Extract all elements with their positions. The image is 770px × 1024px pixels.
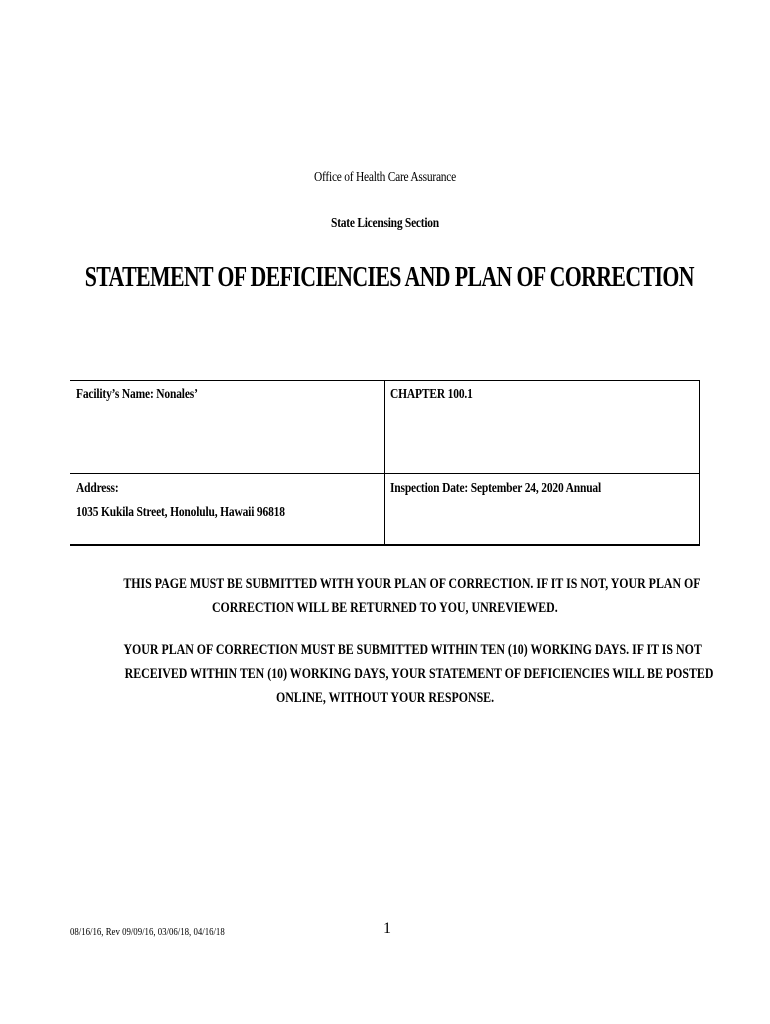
facility-name: Facility’s Name: Nonales’ <box>76 387 198 402</box>
notice-line: ONLINE, WITHOUT YOUR RESPONSE. <box>275 690 495 706</box>
table-divider-vertical <box>384 381 385 544</box>
notice-deadline <box>60 638 714 710</box>
address-value: 1035 Kukila Street, Honolulu, Hawaii 96818 <box>76 505 285 520</box>
inspection-date: Inspection Date: September 24, 2020 Annual <box>390 481 602 496</box>
table-divider-horizontal <box>70 473 699 474</box>
notice-line: YOUR PLAN OF CORRECTION MUST BE SUBMITTED WITHIN TEN (10) WORKING DAYS. IF IT IS NOT <box>123 642 702 658</box>
office-name: Office of Health Care Assurance <box>314 170 456 185</box>
notice-line: THIS PAGE MUST BE SUBMITTED WITH YOUR PLAN OF CORRECTION. IF IT IS NOT, YOUR PLAN OF <box>123 576 701 592</box>
section-name: State Licensing Section <box>331 216 439 231</box>
notice-line: CORRECTION WILL BE RETURNED TO YOU, UNREVIEWED. <box>212 600 558 616</box>
notice-line: RECEIVED WITHIN TEN (10) WORKING DAYS, YOUR STATEMENT OF DEFICIENCIES WILL BE POSTED <box>124 666 714 682</box>
notice-submit-page <box>60 572 710 620</box>
address-label: Address: <box>76 481 119 496</box>
facility-info-table <box>70 380 700 546</box>
revision-dates: 08/16/16, Rev 09/09/16, 03/06/18, 04/16/18 <box>70 926 225 938</box>
page-title: STATEMENT OF DEFICIENCIES AND PLAN OF CORRECTION <box>84 262 694 293</box>
page-number: 1 <box>383 920 391 937</box>
chapter-label: CHAPTER 100.1 <box>390 387 473 402</box>
